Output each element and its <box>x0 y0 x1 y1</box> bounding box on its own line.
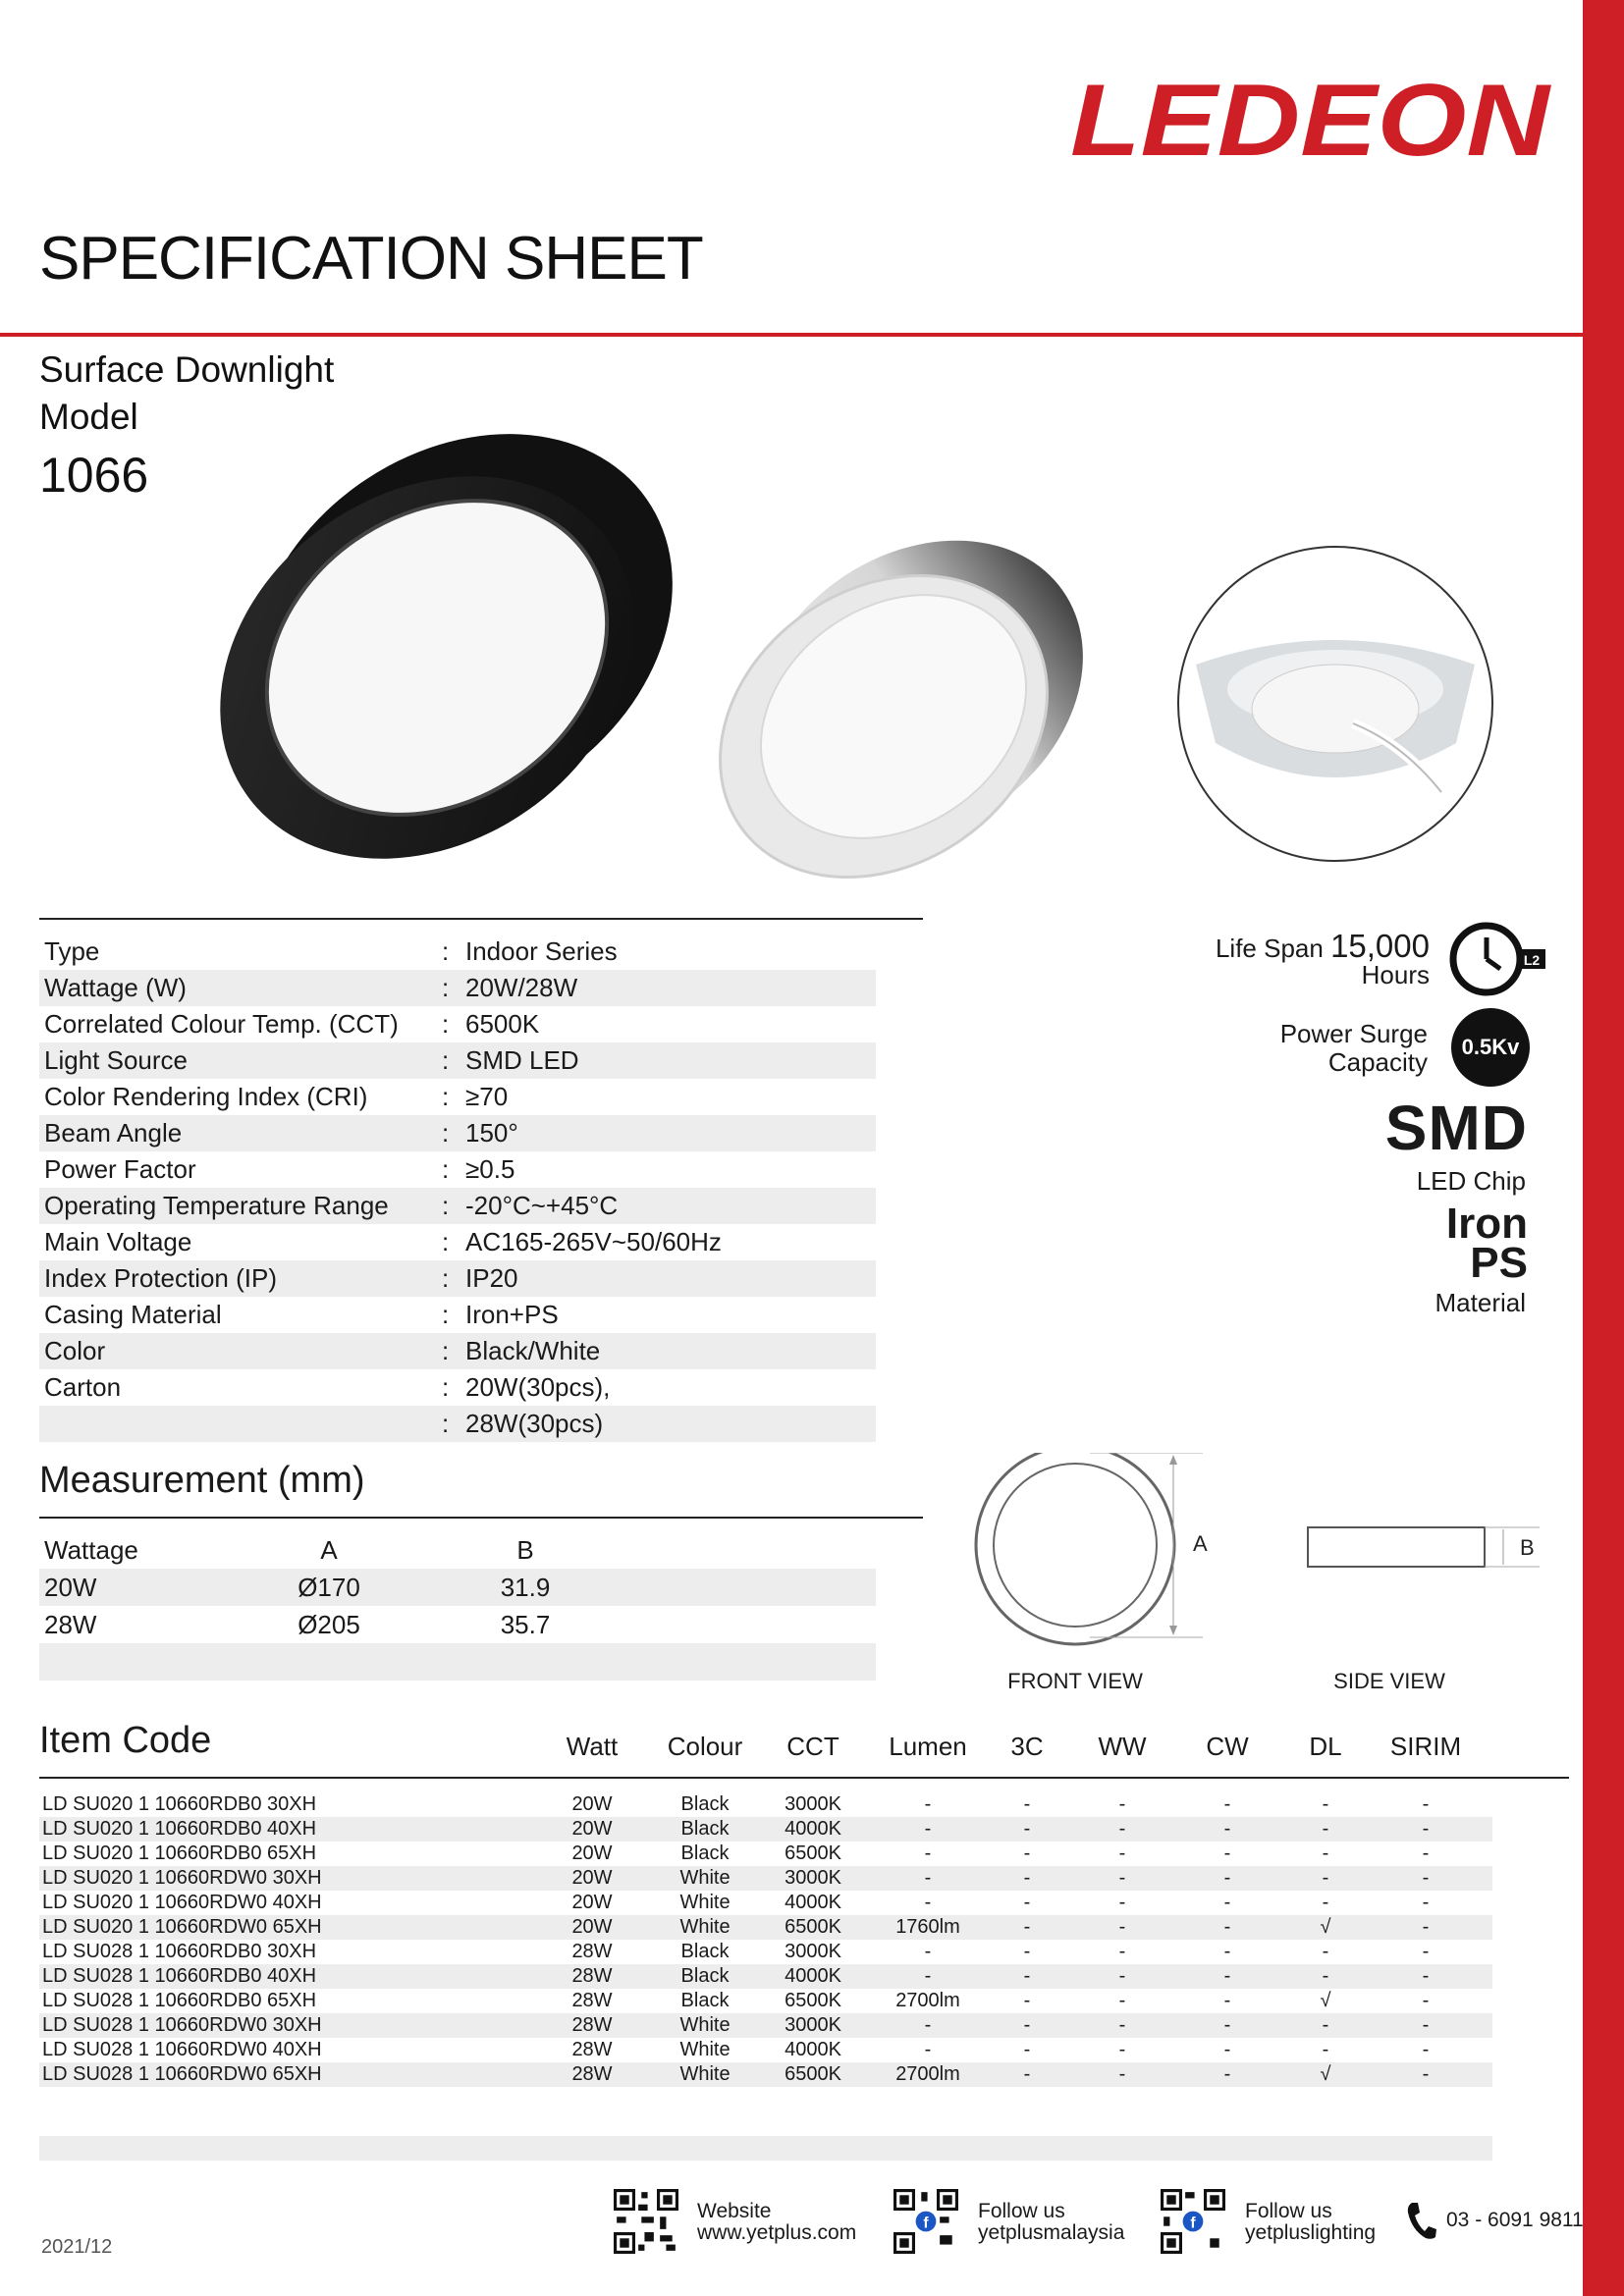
item-code: LD SU028 1 10660RDW0 40XH <box>42 2039 322 2060</box>
item-watt: 20W <box>571 1793 613 1815</box>
item-code-title: Item Code <box>39 1720 212 1761</box>
measurement-title: Measurement (mm) <box>39 1460 365 1501</box>
spec-value: Iron+PS <box>465 1300 559 1329</box>
item-cct: 3000K <box>785 1941 841 1962</box>
spec-label: Power Factor <box>44 1154 196 1184</box>
spec-colon: : <box>442 1191 450 1220</box>
item-cw: - <box>1223 2063 1231 2085</box>
item-code: LD SU028 1 10660RDW0 30XH <box>42 2014 322 2036</box>
item-cw: - <box>1223 1916 1231 1938</box>
social-handle[interactable]: yetpluslighting <box>1245 2221 1377 2244</box>
spec-value: ≥70 <box>465 1082 509 1111</box>
document-title: SPECIFICATION SHEET <box>39 225 703 293</box>
item-code-header: CCT <box>786 1732 839 1761</box>
item-3c: - <box>1023 1818 1031 1840</box>
item-sirim: - <box>1422 1990 1430 2011</box>
item-watt: 28W <box>571 2063 613 2085</box>
website-url[interactable]: www.yetplus.com <box>697 2221 857 2244</box>
clock-icon <box>1447 918 1549 1000</box>
item-lumen: - <box>924 1818 932 1840</box>
item-cct: 4000K <box>785 1892 841 1913</box>
item-3c: - <box>1023 1793 1031 1815</box>
item-cw: - <box>1223 1892 1231 1913</box>
spec-colon: : <box>442 1409 450 1438</box>
item-3c: - <box>1023 1867 1031 1889</box>
measurement-header: Wattage <box>44 1535 138 1565</box>
life-span-value: 15,000 <box>1330 928 1430 964</box>
item-code-blank-row <box>39 2136 1492 2161</box>
item-watt: 20W <box>571 1842 613 1864</box>
follow-label: Follow us <box>1245 2200 1332 2222</box>
spec-label: Light Source <box>44 1045 188 1075</box>
item-code-divider <box>39 1777 1569 1779</box>
black-downlight-image <box>187 422 697 893</box>
website-block <box>697 2201 856 2244</box>
measurement-cell: 31.9 <box>500 1573 551 1602</box>
item-ww: - <box>1118 1990 1126 2011</box>
item-watt: 28W <box>571 1990 613 2011</box>
spec-row <box>39 934 876 970</box>
spec-label: Beam Angle <box>44 1118 183 1148</box>
item-code: LD SU020 1 10660RDW0 40XH <box>42 1892 322 1913</box>
item-code: LD SU020 1 10660RDW0 65XH <box>42 1916 322 1938</box>
item-code: LD SU028 1 10660RDB0 30XH <box>42 1941 317 1962</box>
spec-row <box>39 1369 876 1406</box>
spec-row <box>39 1151 876 1188</box>
svg-text:L2: L2 <box>1523 952 1541 968</box>
item-code-row <box>39 1842 1492 1866</box>
item-code-row <box>39 2062 1492 2087</box>
front-view-label: FRONT VIEW <box>1007 1669 1143 1693</box>
spec-divider <box>39 918 923 920</box>
measurement-row <box>39 1606 876 1643</box>
item-code: LD SU020 1 10660RDB0 65XH <box>42 1842 317 1864</box>
item-3c: - <box>1023 2039 1031 2060</box>
item-colour: White <box>679 2063 731 2085</box>
side-view-label: SIDE VIEW <box>1333 1669 1445 1693</box>
item-code-row <box>39 1792 1492 1817</box>
item-watt: 20W <box>571 1867 613 1889</box>
item-cct: 6500K <box>785 1990 841 2011</box>
spec-colon: : <box>442 1045 450 1075</box>
spec-value: 20W(30pcs), <box>465 1372 611 1402</box>
measurement-cell: 20W <box>44 1573 97 1602</box>
phone-number[interactable]: 03 - 6091 9811 <box>1446 2209 1584 2231</box>
item-sirim: - <box>1422 1916 1430 1938</box>
spec-row <box>39 1188 876 1224</box>
item-watt: 20W <box>571 1818 613 1840</box>
spec-label: Correlated Colour Temp. (CCT) <box>44 1009 399 1039</box>
item-dl: √ <box>1320 2063 1331 2085</box>
item-dl: - <box>1322 1965 1329 1987</box>
item-3c: - <box>1023 1941 1031 1962</box>
svg-text:f: f <box>923 2215 929 2232</box>
item-colour: Black <box>680 1965 730 1987</box>
item-cw: - <box>1223 1842 1231 1864</box>
item-cw: - <box>1223 1793 1231 1815</box>
item-colour: Black <box>680 1793 730 1815</box>
spec-colon: : <box>442 1263 450 1293</box>
item-dl: - <box>1322 1867 1329 1889</box>
spec-row <box>39 1006 876 1042</box>
item-code: LD SU028 1 10660RDB0 65XH <box>42 1990 317 2011</box>
spec-label: Type <box>44 936 100 966</box>
item-colour: Black <box>680 1818 730 1840</box>
item-lumen: - <box>924 1941 932 1962</box>
item-lumen: - <box>924 2039 932 2060</box>
spec-colon: : <box>442 1154 450 1184</box>
item-sirim: - <box>1422 1867 1430 1889</box>
item-dl: - <box>1322 1941 1329 1962</box>
item-cw: - <box>1223 2014 1231 2036</box>
spec-value: IP20 <box>465 1263 518 1293</box>
item-3c: - <box>1023 1842 1031 1864</box>
item-ww: - <box>1118 2014 1126 2036</box>
item-code: LD SU028 1 10660RDB0 40XH <box>42 1965 317 1987</box>
model-label: Model <box>39 397 138 437</box>
spec-colon: : <box>442 1082 450 1111</box>
item-ww: - <box>1118 1916 1126 1938</box>
item-sirim: - <box>1422 1941 1430 1962</box>
item-colour: White <box>679 2014 731 2036</box>
phone-icon <box>1406 2201 1437 2240</box>
item-code-row <box>39 1940 1492 1964</box>
item-code-row <box>39 1989 1492 2013</box>
spec-row <box>39 1115 876 1151</box>
item-3c: - <box>1023 2063 1031 2085</box>
item-ww: - <box>1118 2063 1126 2085</box>
spec-value: Black/White <box>465 1336 601 1365</box>
facebook-qr-icon <box>1161 2189 1225 2254</box>
item-3c: - <box>1023 1916 1031 1938</box>
item-sirim: - <box>1422 1892 1430 1913</box>
spec-colon: : <box>442 1009 450 1039</box>
item-code-blank-row <box>39 2087 1492 2111</box>
item-code-row <box>39 1915 1492 1940</box>
item-ww: - <box>1118 1941 1126 1962</box>
material-ps: PS <box>1470 1239 1528 1287</box>
item-code-blank-row <box>39 2111 1492 2136</box>
item-lumen: - <box>924 2014 932 2036</box>
surge-value-badge: 0.5Kv <box>1451 1008 1530 1087</box>
surge-label-line2: Capacity <box>1327 1047 1428 1077</box>
measurement-blank-row <box>39 1643 876 1681</box>
item-colour: White <box>679 1916 731 1938</box>
item-dl: - <box>1322 1842 1329 1864</box>
item-lumen: 2700lm <box>895 1990 960 2011</box>
item-code-table <box>39 1792 1492 2161</box>
item-cct: 6500K <box>785 1916 841 1938</box>
spec-row <box>39 1042 876 1079</box>
item-code-header: DL <box>1309 1732 1342 1761</box>
item-cct: 3000K <box>785 2014 841 2036</box>
item-dl: √ <box>1320 1990 1331 2011</box>
item-cw: - <box>1223 1990 1231 2011</box>
spec-value: SMD LED <box>465 1045 579 1075</box>
dim-b-label: B <box>1520 1535 1535 1560</box>
item-colour: White <box>679 2039 731 2060</box>
spec-label: Color <box>44 1336 106 1365</box>
item-dl: - <box>1322 2014 1329 2036</box>
item-dl: - <box>1322 2039 1329 2060</box>
item-code-header: Colour <box>667 1732 743 1761</box>
item-code: LD SU020 1 10660RDB0 40XH <box>42 1818 317 1840</box>
ledeon-logo <box>1070 69 1551 167</box>
follow-label: Follow us <box>978 2200 1065 2222</box>
spec-label: Casing Material <box>44 1300 222 1329</box>
measurement-cell: 28W <box>44 1610 97 1639</box>
item-lumen: - <box>924 1867 932 1889</box>
item-dl: - <box>1322 1818 1329 1840</box>
qr-code-icon <box>614 2189 678 2254</box>
item-3c: - <box>1023 1965 1031 1987</box>
item-sirim: - <box>1422 1842 1430 1864</box>
item-cct: 4000K <box>785 1965 841 1987</box>
item-code: LD SU020 1 10660RDB0 30XH <box>42 1793 317 1815</box>
item-colour: Black <box>680 1842 730 1864</box>
item-sirim: - <box>1422 1793 1430 1815</box>
document-date: 2021/12 <box>41 2236 113 2258</box>
item-cw: - <box>1223 1818 1231 1840</box>
item-3c: - <box>1023 1892 1031 1913</box>
item-cw: - <box>1223 1941 1231 1962</box>
spec-label: Main Voltage <box>44 1227 192 1256</box>
facebook-lighting-block <box>1245 2201 1376 2244</box>
item-watt: 28W <box>571 1941 613 1962</box>
item-code-row <box>39 2013 1492 2038</box>
item-colour: White <box>679 1867 731 1889</box>
measurement-table <box>39 1531 876 1681</box>
item-lumen: - <box>924 1842 932 1864</box>
item-cw: - <box>1223 1867 1231 1889</box>
website-label: Website <box>697 2200 772 2222</box>
spec-row <box>39 1260 876 1297</box>
item-code-row <box>39 1891 1492 1915</box>
measurement-cell: Ø170 <box>298 1573 360 1602</box>
item-code-header: Lumen <box>889 1732 967 1761</box>
spec-value: -20°C~+45°C <box>465 1191 619 1220</box>
dimension-diagram <box>972 1453 1561 1659</box>
spec-table <box>39 934 876 1442</box>
item-watt: 28W <box>571 2039 613 2060</box>
measurement-divider <box>39 1517 923 1519</box>
measurement-row <box>39 1569 876 1606</box>
spec-row <box>39 1297 876 1333</box>
life-span-unit: Hours <box>1361 960 1430 989</box>
item-sirim: - <box>1422 1965 1430 1987</box>
item-lumen: - <box>924 1965 932 1987</box>
item-lumen: 1760lm <box>895 1916 960 1938</box>
item-ww: - <box>1118 1965 1126 1987</box>
item-code-row <box>39 1964 1492 1989</box>
spec-value: 28W(30pcs) <box>465 1409 604 1438</box>
item-ww: - <box>1118 2039 1126 2060</box>
item-dl: √ <box>1320 1916 1331 1938</box>
product-type: Surface Downlight <box>39 349 335 390</box>
item-colour: Black <box>680 1941 730 1962</box>
svg-text:LEDEON: LEDEON <box>1070 69 1551 167</box>
item-code-header: CW <box>1206 1732 1249 1761</box>
spec-value: 150° <box>465 1118 518 1148</box>
spec-row <box>39 1406 876 1442</box>
measurement-cell: Ø205 <box>298 1610 360 1639</box>
measurement-header: B <box>516 1535 534 1565</box>
title-divider <box>0 333 1583 337</box>
spec-colon: : <box>442 1372 450 1402</box>
brand-side-bar <box>1583 0 1624 2296</box>
interior-view-image <box>1176 517 1494 874</box>
spec-value: ≥0.5 <box>465 1154 515 1184</box>
measurement-header: A <box>320 1535 338 1565</box>
item-code: LD SU020 1 10660RDW0 30XH <box>42 1867 322 1889</box>
item-watt: 28W <box>571 2014 613 2036</box>
chip-label: LED Chip <box>1416 1166 1526 1196</box>
spec-colon: : <box>442 1336 450 1365</box>
item-sirim: - <box>1422 2014 1430 2036</box>
social-handle[interactable]: yetplusmalaysia <box>978 2221 1125 2244</box>
item-watt: 28W <box>571 1965 613 1987</box>
item-dl: - <box>1322 1892 1329 1913</box>
item-sirim: - <box>1422 2039 1430 2060</box>
facebook-malaysia-block <box>978 2201 1124 2244</box>
spec-row <box>39 1224 876 1260</box>
item-watt: 20W <box>571 1916 613 1938</box>
item-colour: Black <box>680 1990 730 2011</box>
measurement-header-row <box>39 1531 876 1569</box>
item-3c: - <box>1023 2014 1031 2036</box>
model-number: 1066 <box>39 448 149 503</box>
spec-colon: : <box>442 973 450 1002</box>
item-ww: - <box>1118 1892 1126 1913</box>
item-code-header: 3C <box>1010 1732 1044 1761</box>
item-cw: - <box>1223 1965 1231 1987</box>
measurement-cell: 35.7 <box>500 1610 551 1639</box>
item-sirim: - <box>1422 2063 1430 2085</box>
spec-label: Index Protection (IP) <box>44 1263 277 1293</box>
item-ww: - <box>1118 1793 1126 1815</box>
spec-label: Wattage (W) <box>44 973 187 1002</box>
item-cct: 6500K <box>785 1842 841 1864</box>
item-ww: - <box>1118 1867 1126 1889</box>
white-downlight-image <box>692 525 1105 898</box>
material-iron: Iron <box>1445 1200 1528 1248</box>
item-cct: 4000K <box>785 2039 841 2060</box>
item-code-row <box>39 2038 1492 2062</box>
spec-colon: : <box>442 936 450 966</box>
item-watt: 20W <box>571 1892 613 1913</box>
item-lumen: - <box>924 1892 932 1913</box>
item-code-header: Watt <box>566 1732 619 1761</box>
item-ww: - <box>1118 1818 1126 1840</box>
facebook-qr-icon <box>893 2189 958 2254</box>
item-code: LD SU028 1 10660RDW0 65XH <box>42 2063 322 2085</box>
item-cw: - <box>1223 2039 1231 2060</box>
spec-value: 20W/28W <box>465 973 578 1002</box>
item-cct: 3000K <box>785 1793 841 1815</box>
life-span-text: Life Span <box>1215 934 1324 963</box>
item-ww: - <box>1118 1842 1126 1864</box>
spec-row <box>39 1333 876 1369</box>
spec-row <box>39 970 876 1006</box>
item-code-header: WW <box>1098 1732 1147 1761</box>
item-cct: 6500K <box>785 2063 841 2085</box>
item-code-header: SIRIM <box>1389 1732 1462 1761</box>
spec-label: Carton <box>44 1372 122 1402</box>
item-lumen: - <box>924 1793 932 1815</box>
item-cct: 3000K <box>785 1867 841 1889</box>
spec-colon: : <box>442 1118 450 1148</box>
spec-label: Color Rendering Index (CRI) <box>44 1082 368 1111</box>
spec-colon: : <box>442 1227 450 1256</box>
spec-colon: : <box>442 1300 450 1329</box>
surge-label-line1: Power Surge <box>1279 1019 1428 1048</box>
item-lumen: 2700lm <box>895 2063 960 2085</box>
material-label: Material <box>1435 1288 1526 1317</box>
chip-type: SMD <box>1384 1093 1528 1163</box>
item-code-row <box>39 1866 1492 1891</box>
svg-text:f: f <box>1190 2215 1196 2232</box>
spec-value: 6500K <box>465 1009 540 1039</box>
item-cct: 4000K <box>785 1818 841 1840</box>
item-code-row <box>39 1817 1492 1842</box>
spec-label: Operating Temperature Range <box>44 1191 389 1220</box>
spec-row <box>39 1079 876 1115</box>
item-colour: White <box>679 1892 731 1913</box>
item-sirim: - <box>1422 1818 1430 1840</box>
spec-value: AC165-265V~50/60Hz <box>465 1227 722 1256</box>
item-3c: - <box>1023 1990 1031 2011</box>
item-dl: - <box>1322 1793 1329 1815</box>
spec-value: Indoor Series <box>465 936 618 966</box>
dim-a-label: A <box>1193 1531 1208 1556</box>
